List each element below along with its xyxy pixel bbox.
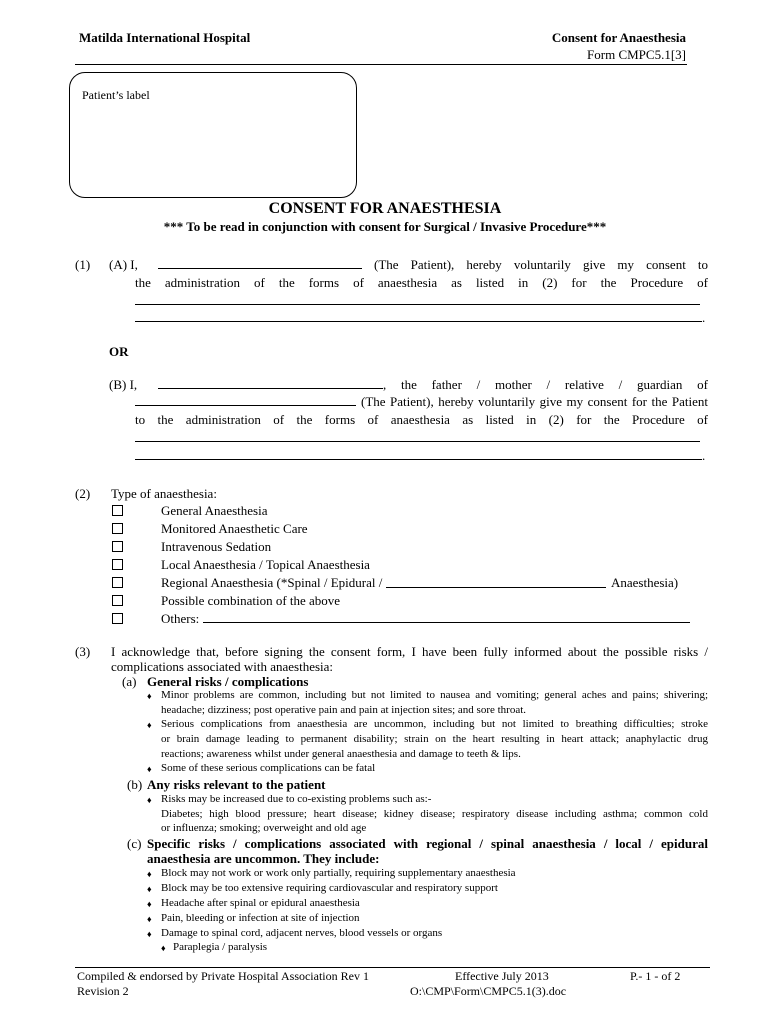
risk-a-heading: General risks / complications xyxy=(147,674,309,689)
bullet-diamond-icon: ♦ xyxy=(147,869,152,879)
regional-suffix: Anaesthesia) xyxy=(611,575,679,590)
risk-a-bullet-1-line-2: headache; dizziness; post operative pain and pain at injection sites; and sore throat. xyxy=(161,704,527,716)
hospital-name: Matilda International Hospital xyxy=(79,30,251,45)
risk-a-bullet-2-line-3: reactions; awareness whilst under general anaesthesia and damage to teeth & lips. xyxy=(161,748,521,760)
footer-compiled: Compiled & endorsed by Private Hospital Association Rev 1 xyxy=(77,969,369,983)
risk-c-bullet-3: Headache after spinal or epidural anaesthesia xyxy=(161,897,360,909)
risk-b-bullet-line-1: Risks may be increased due to co-existing problems such as:- xyxy=(161,793,432,805)
footer-effective: Effective July 2013 xyxy=(455,969,549,983)
risk-a-bullet-2-line-2: or brain damage leading to permanent disability; strain on the heart resulting in heart attack; anaphylactic drug xyxy=(161,733,708,745)
anaesthesia-type-heading: Type of anaesthesia: xyxy=(111,486,217,501)
footer-revision: Revision 2 xyxy=(77,984,129,998)
patient-label-caption: Patient’s label xyxy=(82,88,150,102)
section-3-number: (3) xyxy=(75,644,91,659)
option-local-label: Local Anaesthesia / Topical Anaesthesia xyxy=(161,557,370,572)
footer-file-path: O:\CMP\Form\CMPC5.1(3).doc xyxy=(410,984,567,998)
footer-rule xyxy=(75,967,710,968)
header-rule xyxy=(75,64,687,65)
bullet-diamond-icon: ♦ xyxy=(147,899,152,909)
guardian-name-line[interactable] xyxy=(158,388,383,389)
option-monitored-label: Monitored Anaesthetic Care xyxy=(161,521,308,536)
risk-a-mark: (a) xyxy=(122,674,137,689)
option-regional-label: Regional Anaesthesia (*Spinal / Epidural / xyxy=(161,575,383,590)
risk-b-heading: Any risks relevant to the patient xyxy=(147,777,326,792)
option-general-label: General Anaesthesia xyxy=(161,503,268,518)
option-b-text-3: to the administration of the forms of anaesthesia as listed in (2) for the Procedure of xyxy=(135,412,708,427)
patient-label-box xyxy=(69,72,357,198)
risk-a-bullet-2-line-1: Serious complications from anaesthesia are uncommon, including but not limited to breathing difficulties; stroke xyxy=(161,718,708,730)
period-b: . xyxy=(702,448,706,463)
checkbox-regional[interactable] xyxy=(112,577,123,588)
risk-b-mark: (b) xyxy=(127,777,143,792)
document-title: Consent for Anaesthesia xyxy=(551,30,686,45)
option-combination-label: Possible combination of the above xyxy=(161,593,341,608)
section-2-number: (2) xyxy=(75,486,91,501)
others-line[interactable] xyxy=(203,622,690,623)
risk-c-bullet-4: Pain, bleeding or infection at site of injection xyxy=(161,912,360,924)
risk-a-bullet-1-line-1: Minor problems are common, including but not limited to nausea and vomiting; general aches and pains; shivering; xyxy=(161,689,708,701)
bullet-diamond-icon: ♦ xyxy=(147,914,152,924)
form-number: Form CMPC5.1[3] xyxy=(587,47,686,62)
bullet-diamond-icon: ♦ xyxy=(147,691,152,701)
page-subtitle: *** To be read in conjunction with consent for Surgical / Invasive Procedure*** xyxy=(163,219,607,234)
regional-type-line[interactable] xyxy=(386,587,606,588)
option-others-label: Others: xyxy=(161,611,200,626)
risk-c-mark: (c) xyxy=(127,836,142,851)
bullet-diamond-icon: ♦ xyxy=(147,929,152,939)
procedure-line-a2[interactable] xyxy=(135,321,702,322)
procedure-line-a1[interactable] xyxy=(135,304,700,305)
acknowledge-text-1: I acknowledge that, before signing the consent form, I have been fully informed about the possible risks / xyxy=(111,644,708,659)
risk-a-bullet-3: Some of these serious complications can be fatal xyxy=(161,762,376,774)
checkbox-combination[interactable] xyxy=(112,595,123,606)
risk-c-sub-bullet: Paraplegia / paralysis xyxy=(173,941,268,953)
procedure-line-b1[interactable] xyxy=(135,441,700,442)
checkbox-others[interactable] xyxy=(112,613,123,624)
option-b-text-2: (The Patient), hereby voluntarily give my consent for the Patient xyxy=(361,394,708,409)
risk-c-bullet-5: Damage to spinal cord, adjacent nerves, blood vessels or organs xyxy=(161,927,443,939)
risk-b-bullet-line-3: or influenza; smoking; overweight and old age xyxy=(161,822,367,834)
risk-c-bullet-2: Block may be too extensive requiring cardiovascular and respiratory support xyxy=(161,882,498,894)
bullet-diamond-icon: ♦ xyxy=(147,795,152,805)
option-a-text-2: the administration of the forms of anaesthesia as listed in (2) for the Procedure of xyxy=(135,275,708,290)
period-a: . xyxy=(702,310,706,325)
option-a-text-1: (The Patient), hereby voluntarily give my consent to xyxy=(374,257,708,272)
bullet-diamond-icon: ♦ xyxy=(147,764,152,774)
option-b-mark: (B) I, xyxy=(109,377,138,392)
patient-name-line[interactable] xyxy=(158,268,362,269)
bullet-diamond-icon: ♦ xyxy=(147,720,152,730)
risk-b-bullet-line-2: Diabetes; high blood pressure; heart disease; kidney disease; respiratory disease including asthma; common cold xyxy=(161,808,708,820)
patient-name-line-b[interactable] xyxy=(135,405,356,406)
risk-c-heading-2: anaesthesia are uncommon. They include: xyxy=(147,851,380,866)
risk-c-heading-1: Specific risks / complications associated with regional / spinal anaesthesia / local / epidural xyxy=(147,836,708,851)
checkbox-monitored[interactable] xyxy=(112,523,123,534)
checkbox-general[interactable] xyxy=(112,505,123,516)
risk-c-bullet-1: Block may not work or work only partially, requiring supplementary anaesthesia xyxy=(161,867,516,879)
checkbox-local[interactable] xyxy=(112,559,123,570)
option-iv-sedation-label: Intravenous Sedation xyxy=(161,539,272,554)
sub-bullet-diamond-icon: ♦ xyxy=(161,943,166,953)
footer-page-number: P.- 1 - of 2 xyxy=(630,969,681,983)
acknowledge-text-2: complications associated with anaesthesia: xyxy=(111,659,334,674)
option-b-text-1: , the father / mother / relative / guardian of xyxy=(383,377,708,392)
checkbox-iv-sedation[interactable] xyxy=(112,541,123,552)
procedure-line-b2[interactable] xyxy=(135,459,702,460)
section-1-number: (1) xyxy=(75,257,91,272)
page-title: CONSENT FOR ANAESTHESIA xyxy=(268,200,502,217)
or-divider: OR xyxy=(109,344,129,359)
bullet-diamond-icon: ♦ xyxy=(147,884,152,894)
option-a-mark: (A) I, xyxy=(109,257,138,272)
